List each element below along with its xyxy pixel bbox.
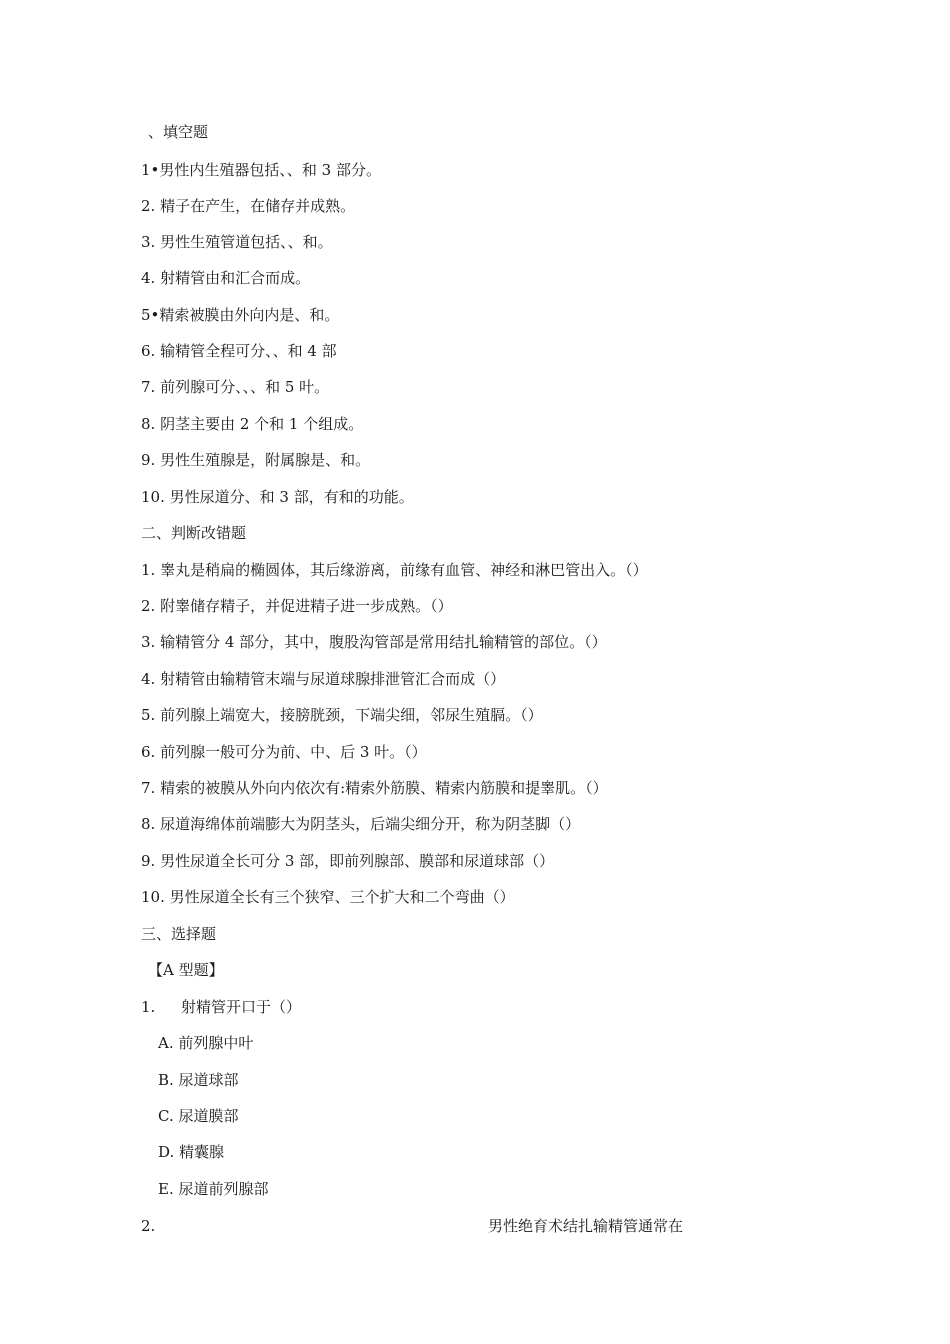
true-false-item-10: 10. 男性尿道全长有三个狭窄、三个扩大和二个弯曲（） bbox=[141, 888, 515, 906]
fill-blank-item-6: 6. 输精管全程可分、、和 4 部 bbox=[141, 342, 337, 360]
question-1-option-a: A. 前列腺中叶 bbox=[158, 1034, 254, 1052]
true-false-item-1: 1. 睾丸是稍扁的椭圆体，其后缘游离，前缘有血管、神经和淋巴管出入。（） bbox=[141, 561, 648, 579]
true-false-item-7: 7. 精索的被膜从外向内依次有:精索外筋膜、精索内筋膜和提睾肌。（） bbox=[141, 779, 608, 797]
fill-blank-item-8: 8. 阴茎主要由 2 个和 1 个组成。 bbox=[141, 415, 364, 433]
fill-blank-item-7: 7. 前列腺可分、、、和 5 叶。 bbox=[141, 378, 330, 396]
fill-blank-item-1: 1•男性内生殖器包括、、和 3 部分。 bbox=[141, 161, 381, 179]
fill-blank-item-5: 5•精索被膜由外向内是、和。 bbox=[141, 306, 340, 324]
true-false-item-5: 5. 前列腺上端宽大，接膀胱颈，下端尖细，邻尿生殖膈。（） bbox=[141, 706, 543, 724]
question-1-option-e: E. 尿道前列腺部 bbox=[158, 1180, 269, 1198]
true-false-item-3: 3. 输精管分 4 部分，其中，腹股沟管部是常用结扎输精管的部位。（） bbox=[141, 633, 607, 651]
choice-subheading: 【A 型题】 bbox=[148, 961, 224, 979]
true-false-item-9: 9. 男性尿道全长可分 3 部，即前列腺部、膜部和尿道球部（） bbox=[141, 852, 555, 870]
question-2-text: 男性绝育术结扎输精管通常在 bbox=[488, 1217, 684, 1235]
fill-blank-item-4: 4. 射精管由和汇合而成。 bbox=[141, 269, 311, 287]
true-false-item-4: 4. 射精管由输精管末端与尿道球腺排泄管汇合而成（） bbox=[141, 670, 506, 688]
fill-blank-item-9: 9. 男性生殖腺是，附属腺是、和。 bbox=[141, 451, 371, 469]
question-1-option-b: B. 尿道球部 bbox=[158, 1071, 239, 1089]
fill-blank-item-3: 3. 男性生殖管道包括、、和。 bbox=[141, 233, 333, 251]
true-false-item-6: 6. 前列腺一般可分为前、中、后 3 叶。（） bbox=[141, 743, 427, 761]
question-1-option-c: C. 尿道膜部 bbox=[158, 1107, 239, 1125]
section-heading-choice: 三、选择题 bbox=[141, 925, 217, 943]
question-2-number: 2. bbox=[141, 1217, 156, 1235]
fill-blank-item-10: 10. 男性尿道分、和 3 部，有和的功能。 bbox=[141, 488, 414, 506]
true-false-item-8: 8. 尿道海绵体前端膨大为阴茎头，后端尖细分开，称为阴茎脚（） bbox=[141, 815, 581, 833]
true-false-item-2: 2. 附睾储存精子，并促进精子进一步成熟。（） bbox=[141, 597, 453, 615]
fill-blank-item-2: 2. 精子在产生，在储存并成熟。 bbox=[141, 197, 356, 215]
question-1-number: 1. bbox=[141, 998, 156, 1016]
section-heading-true-false: 二、判断改错题 bbox=[141, 524, 247, 542]
question-1-option-d: D. 精囊腺 bbox=[158, 1143, 225, 1161]
question-1-text: 射精管开口于（） bbox=[181, 998, 302, 1016]
section-heading-fill-blank: 、填空题 bbox=[148, 123, 209, 141]
